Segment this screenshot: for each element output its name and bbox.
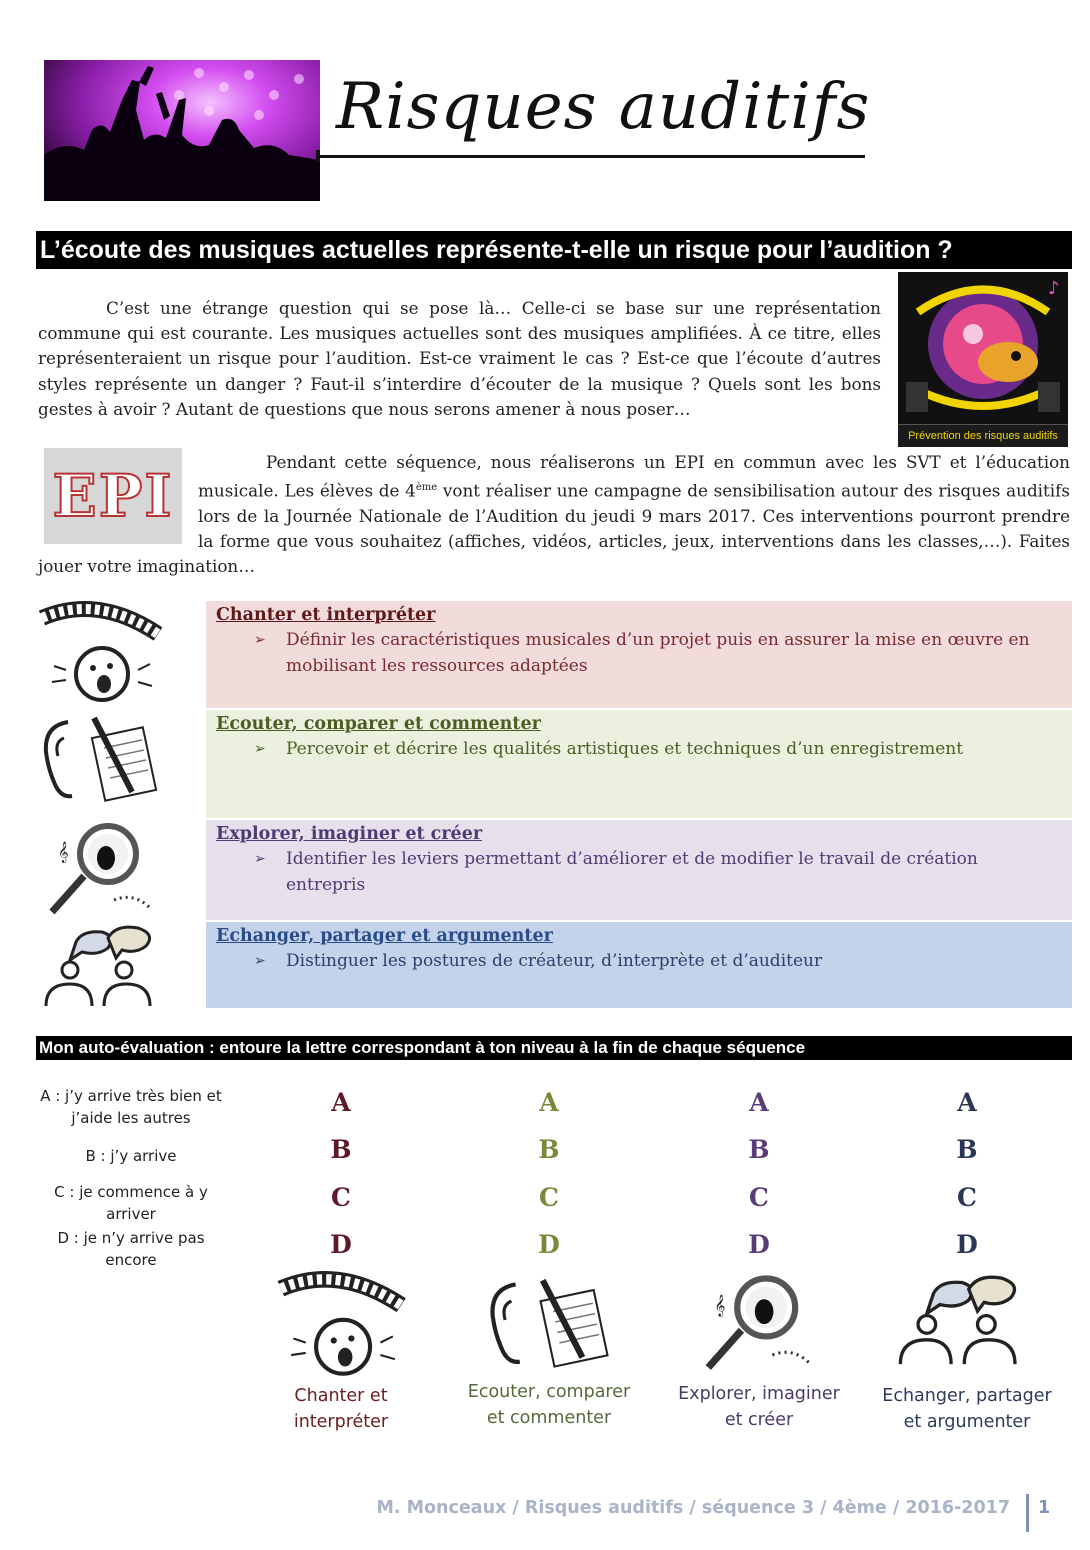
speech-bubbles-icon [42,924,160,1008]
skill-item-text: Identifier les leviers permettant d’améliorer et de modifier le travail de création entrepris [286,849,978,895]
magnifier-note-icon [44,820,160,918]
grade-superscript: ème [415,482,438,494]
singing-face-icon [38,600,162,708]
skill-title: Echanger, partager et argumenter [216,926,553,946]
skill-item [254,948,1062,974]
intro-paragraph-2-text-b: vont réaliser une campagne de sensibilisation autour des risques auditifs lors de la Journée Nationale de l’Audition du jeudi 9 mars 2017. Ces interventions pourront prendre la forme que vous souhaitez (affiches, vidéos, articles, jeux, interventions dans les classes,…). Faites jouer votre imagination… [38,480,1070,577]
letter-d-ecouter[interactable]: D [538,1230,560,1259]
intro-paragraph-2 [38,450,1070,580]
page-title: Risques auditifs [336,70,871,144]
magnifier-note-icon [700,1272,820,1374]
arrow-bullet-icon: ➢ [254,741,266,757]
speech-bubbles-icon [896,1272,1026,1368]
caption-ecouter [449,1379,649,1431]
skill-title: Ecouter, comparer et commenter [216,714,541,734]
legend-c: C : je commence à y arriver [54,1183,208,1223]
caption-line: Chanter et [294,1386,388,1406]
skill-block-echanger [206,922,1072,1008]
letter-a-echanger[interactable]: A [957,1088,977,1117]
legend-a: A : j’y arrive très bien et j’aide les autres [40,1087,222,1127]
letter-d-explorer[interactable]: D [748,1230,770,1259]
letter-b-chanter[interactable]: B [330,1135,352,1164]
legend-d: D : je n’y arrive pas encore [57,1229,205,1269]
caption-line: et argumenter [903,1412,1031,1432]
caption-line: Ecouter, comparer [467,1382,631,1402]
skill-block-ecouter [206,710,1072,818]
caption-line: et créer [724,1410,794,1430]
bee-disco-icon [898,272,1068,425]
question-heading: L’écoute des musiques actuelles représente-t-elle un risque pour l’audition ? [36,231,1072,269]
skill-item [254,736,1062,762]
intro-paragraph-1: C’est une étrange question qui se pose là… Celle-ci se base sur une représentation commune qui est courante. Les musiques actuelles sont des musiques amplifiées. À ce titre, elles représenteraient un risque pour l’audition. Est-ce vraiment le cas ? Est-ce que l’écoute d’autres styles représente un danger ? Faut-il s’interdire d’écouter de la musique ? Quels sont les bons gestes à avoir ? Autant de questions que nous serons amener à nous poser… [38,298,881,419]
ear-pencil-icon [38,712,162,804]
skill-block-chanter [206,601,1072,708]
letter-c-ecouter[interactable]: C [539,1183,559,1212]
page-number: 1 [1038,1498,1051,1518]
skill-item [254,846,1062,898]
epi-label: EPI [52,462,174,530]
letter-c-explorer[interactable]: C [749,1183,769,1212]
letter-b-explorer[interactable]: B [748,1135,770,1164]
arrow-bullet-icon: ➢ [254,632,266,648]
letter-a-chanter[interactable]: A [331,1088,351,1117]
arrow-bullet-icon: ➢ [254,953,266,969]
skill-title: Explorer, imaginer et créer [216,824,483,844]
letter-a-explorer[interactable]: A [749,1088,769,1117]
skill-item-text: Distinguer les postures de créateur, d’interprète et d’auditeur [286,951,823,971]
caption-explorer [659,1381,859,1433]
arrow-bullet-icon: ➢ [254,851,266,867]
letter-b-echanger[interactable]: B [956,1135,978,1164]
letter-a-ecouter[interactable]: A [539,1088,559,1117]
concert-photo [44,60,320,201]
letter-c-chanter[interactable]: C [331,1183,351,1212]
intro-paragraph-2-text-a: Pendant cette séquence, nous réaliserons un EPI en commun avec les SVT et l’éducation musicale. Les élèves de 4 [198,452,1070,501]
letter-c-echanger[interactable]: C [957,1183,977,1212]
skill-item [254,627,1062,679]
page-footer: M. Monceaux / Risques auditifs / séquence 3 / 4ème / 2016-2017 [376,1498,1010,1518]
caption-line: Explorer, imaginer [678,1384,840,1404]
legend-b: B : j’y arrive [85,1147,177,1165]
ear-pencil-icon [484,1274,614,1370]
caption-line: Echanger, partager [882,1386,1052,1406]
footer-divider [1026,1494,1029,1532]
svg-text:𝄞: 𝄞 [58,842,69,863]
singing-face-icon [276,1270,406,1382]
title-underline [320,155,865,158]
skill-item-text: Percevoir et décrire les qualités artistiques et techniques d’un enregistrement [286,739,964,759]
svg-text:♪: ♪ [1048,278,1060,299]
letter-d-chanter[interactable]: D [330,1230,352,1259]
caption-line: interpréter [293,1412,389,1432]
caption-chanter [241,1383,441,1435]
letter-d-echanger[interactable]: D [956,1230,978,1259]
skill-item-text: Définir les caractéristiques musicales d’un projet puis en assurer la mise en œuvre en mobilisant les ressources adaptées [286,630,1030,676]
skill-block-explorer [206,820,1072,920]
self-eval-heading: Mon auto-évaluation : entoure la lettre correspondant à ton niveau à la fin de chaque séquence [36,1036,1072,1060]
prevention-badge [898,272,1068,447]
letter-b-ecouter[interactable]: B [538,1135,560,1164]
caption-echanger [867,1383,1067,1435]
caption-line: et commenter [486,1408,612,1428]
svg-text:𝄞: 𝄞 [714,1295,726,1317]
badge-caption: Prévention des risques auditifs [898,424,1068,447]
skill-title: Chanter et interpréter [216,605,436,625]
